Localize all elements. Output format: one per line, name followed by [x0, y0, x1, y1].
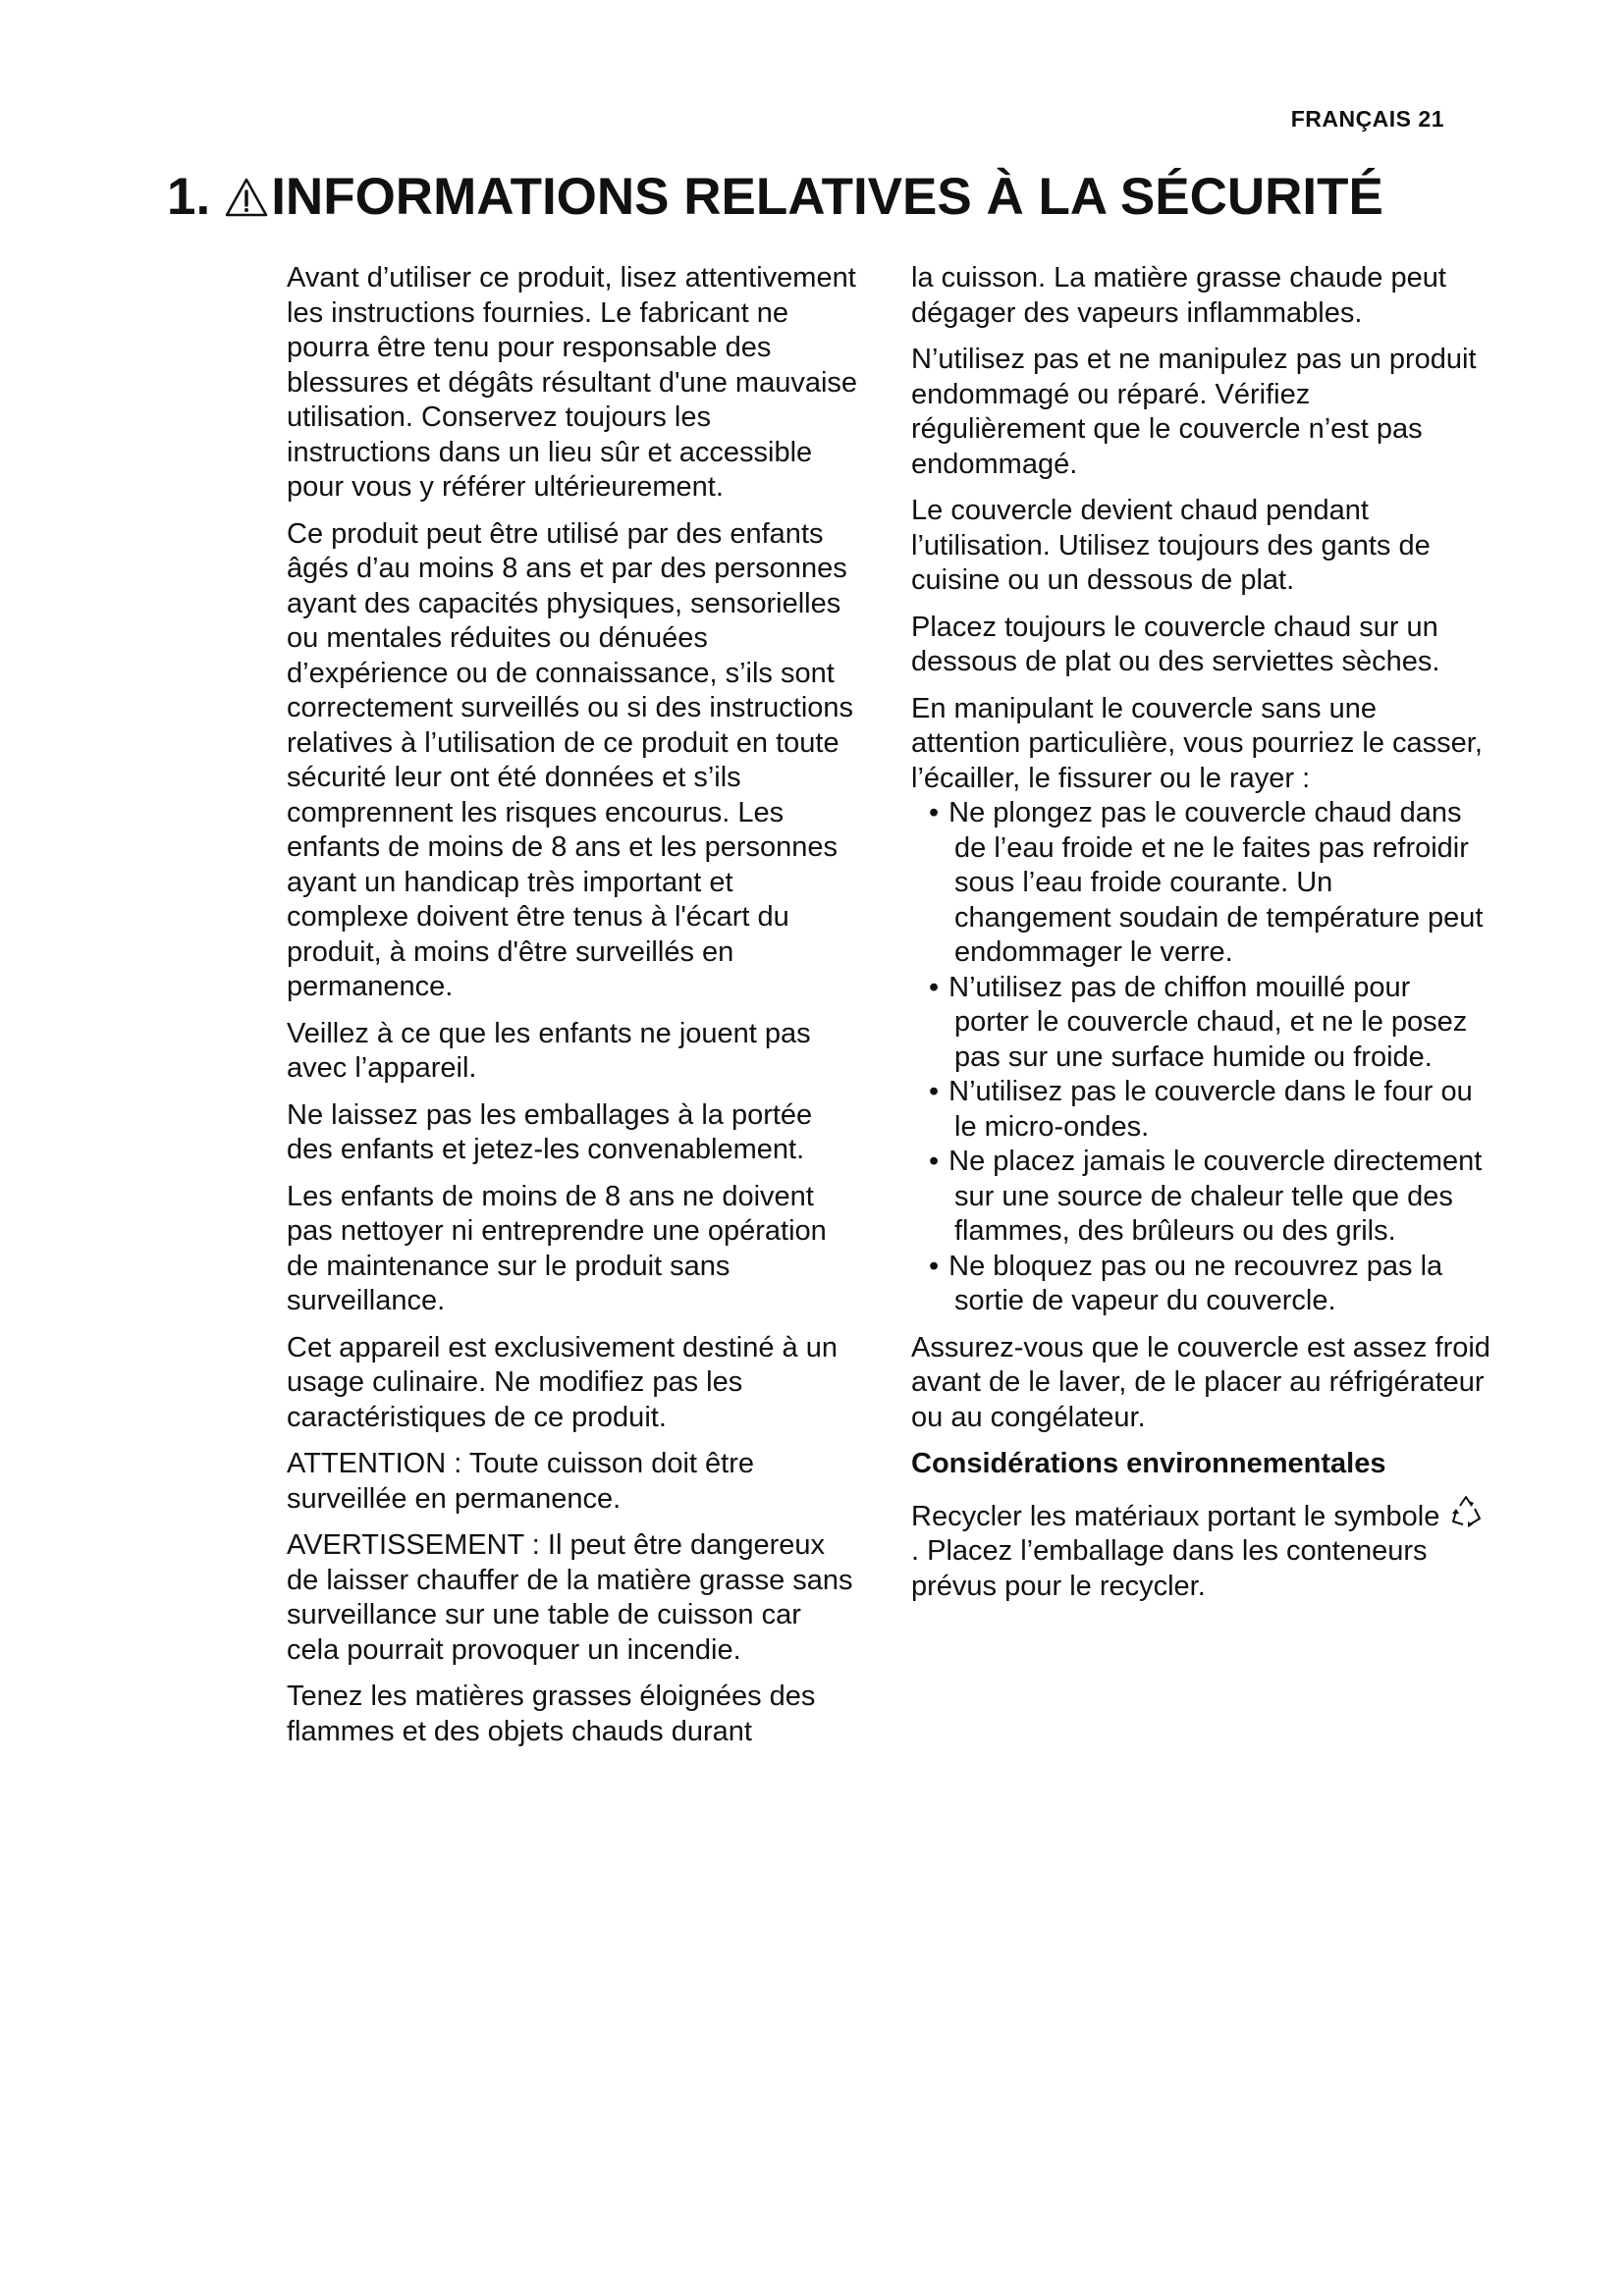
section-title-text: INFORMATIONS RELATIVES À LA SÉCURITÉ — [271, 168, 1383, 226]
list-item: • N’utilisez pas de chiffon mouillé pour porter le couvercle chaud, et ne le posez pas sur une surface humide ou froide. — [911, 971, 1490, 1076]
paragraph: N’utilisez pas et ne manipulez pas un produit endommagé ou réparé. Vérifiez régulièrement que le couvercle n’est pas endommagé. — [911, 344, 1477, 480]
paragraph: Avant d’utiliser ce produit, lisez attentivement les instructions fournies. Le fabricant ne pourra être tenu pour responsable des blessures et dégâts résultant d'une mauvaise utilisation. Conservez toujours les instructions dans un lieu sûr et accessible pour vous y référer ultérieurement. — [287, 262, 858, 503]
paragraph: ATTENTION : Toute cuisson doit être surveillée en permanence. — [287, 1448, 754, 1515]
warning-triangle-icon — [224, 177, 269, 218]
environment-heading: Considérations environnementales — [911, 1448, 1386, 1479]
page-header-label: FRANÇAIS 21 — [1290, 106, 1444, 132]
paragraph: Assurez-vous que le couvercle est assez froid avant de le laver, de le placer au réfrigérateur ou au congélateur. — [911, 1331, 1490, 1433]
paragraph: Les enfants de moins de 8 ans ne doivent pas nettoyer ni entreprendre une opération de maintenance sur le produit sans surveillance. — [287, 1180, 827, 1316]
paragraph: Ne laissez pas les emballages à la portée des enfants et jetez-les convenablement. — [287, 1098, 813, 1165]
environment-paragraph — [911, 1494, 1490, 1605]
precaution-list — [911, 796, 1490, 1319]
environment-text-end: . Placez l’emballage dans les conteneurs prévus pour le recycler. — [911, 1535, 1428, 1602]
paragraph: Placez toujours le couvercle chaud sur un dessous de plat ou des serviettes sèches. — [911, 611, 1440, 677]
paragraph: Veillez à ce que les enfants ne jouent pas avec l’appareil. — [287, 1017, 811, 1084]
paragraph: Tenez les matières grasses éloignées des flammes et des objets chauds durant — [287, 1681, 816, 1747]
paragraph: Cet appareil est exclusivement destiné à un usage culinaire. Ne modifiez pas les caractéristiques de ce produit. — [287, 1331, 838, 1433]
section-number: 1. — [167, 168, 211, 226]
paragraph: AVERTISSEMENT : Il peut être dangereux de laisser chauffer de la matière grasse sans surveillance sur une table de cuisson car cela pourrait provoquer un incendie. — [287, 1529, 853, 1666]
list-item: • Ne placez jamais le couvercle directement sur une source de chaleur telle que des flammes, des brûleurs ou des grils. — [911, 1145, 1490, 1250]
recycle-icon — [1449, 1494, 1483, 1529]
list-item: • N’utilisez pas le couvercle dans le four ou le micro-ondes. — [911, 1075, 1490, 1145]
paragraph: la cuisson. La matière grasse chaude peut dégager des vapeurs inflammables. — [911, 262, 1446, 329]
list-item: • Ne bloquez pas ou ne recouvrez pas la sortie de vapeur du couvercle. — [911, 1250, 1490, 1319]
list-item: • Ne plongez pas le couvercle chaud dans de l’eau froide et ne le faites pas refroidir sous l’eau froide courante. Un changement soudain de température peut endommager le verre. — [911, 796, 1490, 971]
right-column — [911, 261, 1490, 1616]
left-column — [287, 261, 861, 1761]
paragraph: En manipulant le couvercle sans une attention particulière, vous pourriez le casser, l’écailler, le fissurer ou le rayer : — [911, 692, 1483, 794]
environment-text-start: Recycler les matériaux portant le symbole — [911, 1500, 1440, 1532]
section-title — [167, 169, 1383, 226]
paragraph: Le couvercle devient chaud pendant l’utilisation. Utilisez toujours des gants de cuisine ou un dessous de plat. — [911, 495, 1431, 596]
paragraph: Ce produit peut être utilisé par des enfants âgés d’au moins 8 ans et par des personnes ayant des capacités physiques, sensorielles ou mentales réduites ou dénuées d’expérience ou de connaissance, s’ils sont correctement surveillés ou si des instructions relatives à l’utilisation de ce produit en toute sécurité leur ont été données et s’ils comprennent les risques encourus. Les enfants de moins de 8 ans et les personnes ayant un handicap très important et complexe doivent être tenus à l'écart du produit, à moins d'être surveillés en permanence. — [287, 517, 854, 1002]
